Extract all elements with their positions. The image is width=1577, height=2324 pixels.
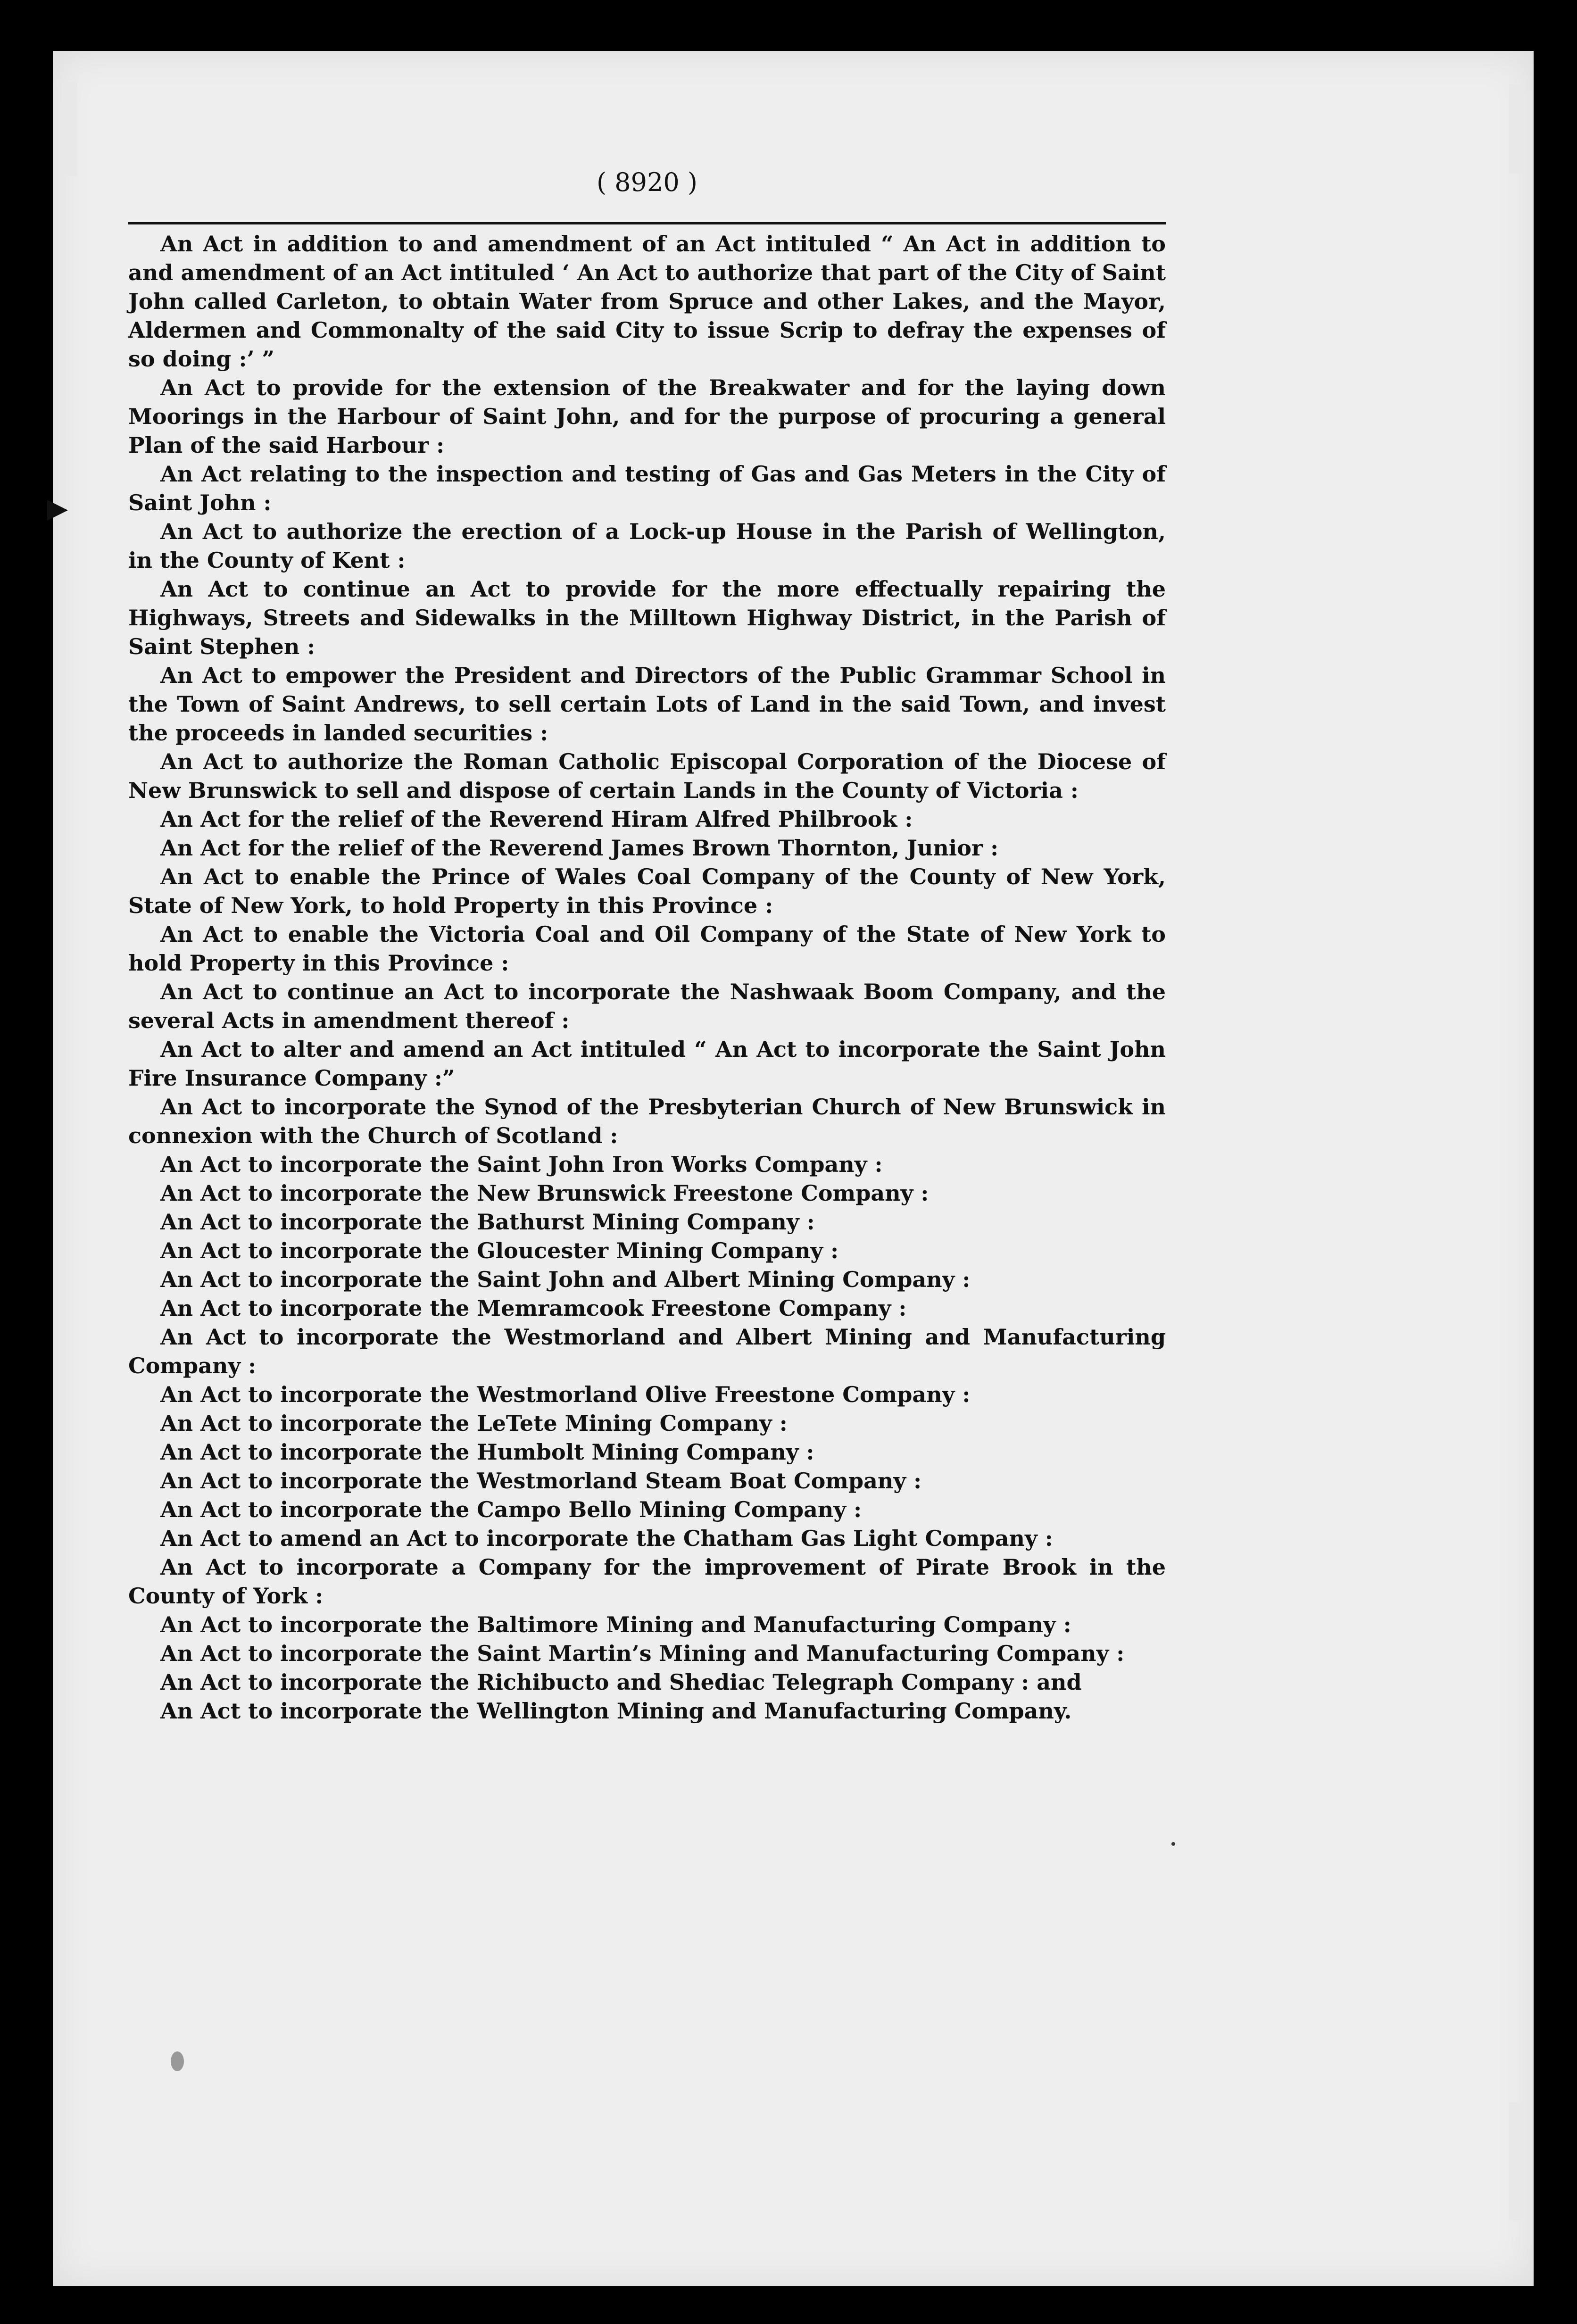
act-item: An Act to incorporate the Bathurst Mining Company : (160, 1209, 815, 1235)
act-item: An Act to incorporate the Westmorland Olive Freestone Company : (160, 1382, 971, 1407)
act-item: An Act to incorporate the Humbolt Mining Company : (160, 1439, 814, 1465)
ink-smudge (171, 2051, 184, 2071)
act-item: An Act to amend an Act to incorporate the Chatham Gas Light Company : (160, 1526, 1053, 1551)
header-rule (128, 222, 1166, 224)
act-item: An Act to incorporate the Saint John and Albert Mining Company : (160, 1267, 971, 1292)
act-item: An Act to incorporate the Campo Bello Mining Company : (160, 1497, 862, 1522)
act-item: An Act to incorporate the Richibucto and Shediac Telegraph Company : and (160, 1669, 1082, 1695)
act-item: An Act in addition to and amendment of an Act intituled “ An Act in addition to and amendment of an Act intituled ‘ An Act to authorize that part of the City of Saint John called Carleton, to obtain Water from Spruce and other Lakes, and the Mayor, Aldermen and Commonalty of the said City to issue Scrip to defray the expenses of so doing :’ ” (128, 231, 1166, 372)
act-item: An Act to incorporate the Synod of the Presbyterian Church of New Brunswick in connexion with the Church of Scotland : (128, 1094, 1166, 1148)
act-item: An Act to enable the Victoria Coal and Oil Company of the State of New York to hold Property in this Province : (128, 921, 1166, 976)
act-item: An Act for the relief of the Reverend Hiram Alfred Philbrook : (160, 806, 913, 832)
page-number-header: ( 8920 ) (597, 167, 697, 197)
ink-speck (1171, 1842, 1175, 1846)
act-item: An Act to incorporate the Baltimore Mining and Manufacturing Company : (160, 1612, 1071, 1637)
acts-list (128, 230, 1166, 1726)
act-item: An Act to incorporate the Memramcook Freestone Company : (160, 1295, 907, 1321)
act-item: An Act to authorize the erection of a Lock-up House in the Parish of Wellington, in the County of Kent : (128, 519, 1166, 573)
act-item: An Act to alter and amend an Act intituled “ An Act to incorporate the Saint John Fire Insurance Company :” (128, 1037, 1166, 1091)
act-item: An Act for the relief of the Reverend James Brown Thornton, Junior : (160, 835, 999, 861)
page-tab-top-left (61, 82, 77, 176)
act-item: An Act to authorize the Roman Catholic Episcopal Corporation of the Diocese of New Brunswick to sell and dispose of certain Lands in the County of Victoria : (128, 749, 1166, 803)
act-item: An Act to provide for the extension of the Breakwater and for the laying down Moorings in the Harbour of Saint John, and for the purpose of procuring a general Plan of the said Harbour : (128, 375, 1166, 458)
act-item: An Act to continue an Act to incorporate the Nashwaak Boom Company, and the several Acts in amendment thereof : (128, 979, 1166, 1033)
act-item: An Act to incorporate the LeTete Mining Company : (160, 1411, 788, 1436)
act-item: An Act to incorporate a Company for the improvement of Pirate Brook in the County of York : (128, 1554, 1166, 1609)
margin-pointer-icon (47, 500, 68, 521)
act-item: An Act to incorporate the Saint John Iron Works Company : (160, 1152, 883, 1177)
act-item: An Act to continue an Act to provide for the more effectually repairing the Highways, Streets and Sidewalks in the Milltown Highway District, in the Parish of Saint Stephen : (128, 576, 1166, 659)
page-tab-top-right (1509, 84, 1525, 174)
page-tab-bottom-right (1509, 2102, 1525, 2220)
act-item: An Act to empower the President and Directors of the Public Grammar School in the Town of Saint Andrews, to sell certain Lots of Land in the said Town, and invest the proceeds in landed securities : (128, 663, 1166, 746)
act-item: An Act to incorporate the Gloucester Mining Company : (160, 1238, 839, 1263)
act-item: An Act to incorporate the New Brunswick Freestone Company : (160, 1180, 929, 1206)
act-item: An Act to incorporate the Westmorland Steam Boat Company : (160, 1468, 922, 1494)
act-item: An Act to incorporate the Westmorland and Albert Mining and Manufacturing Company : (128, 1324, 1166, 1378)
act-item: An Act to enable the Prince of Wales Coal Company of the County of New York, State of New York, to hold Property in this Province : (128, 864, 1166, 918)
act-item: An Act relating to the inspection and testing of Gas and Gas Meters in the City of Saint John : (128, 461, 1166, 515)
act-item: An Act to incorporate the Wellington Mining and Manufacturing Company. (160, 1698, 1072, 1724)
act-item: An Act to incorporate the Saint Martin’s Mining and Manufacturing Company : (160, 1641, 1125, 1666)
